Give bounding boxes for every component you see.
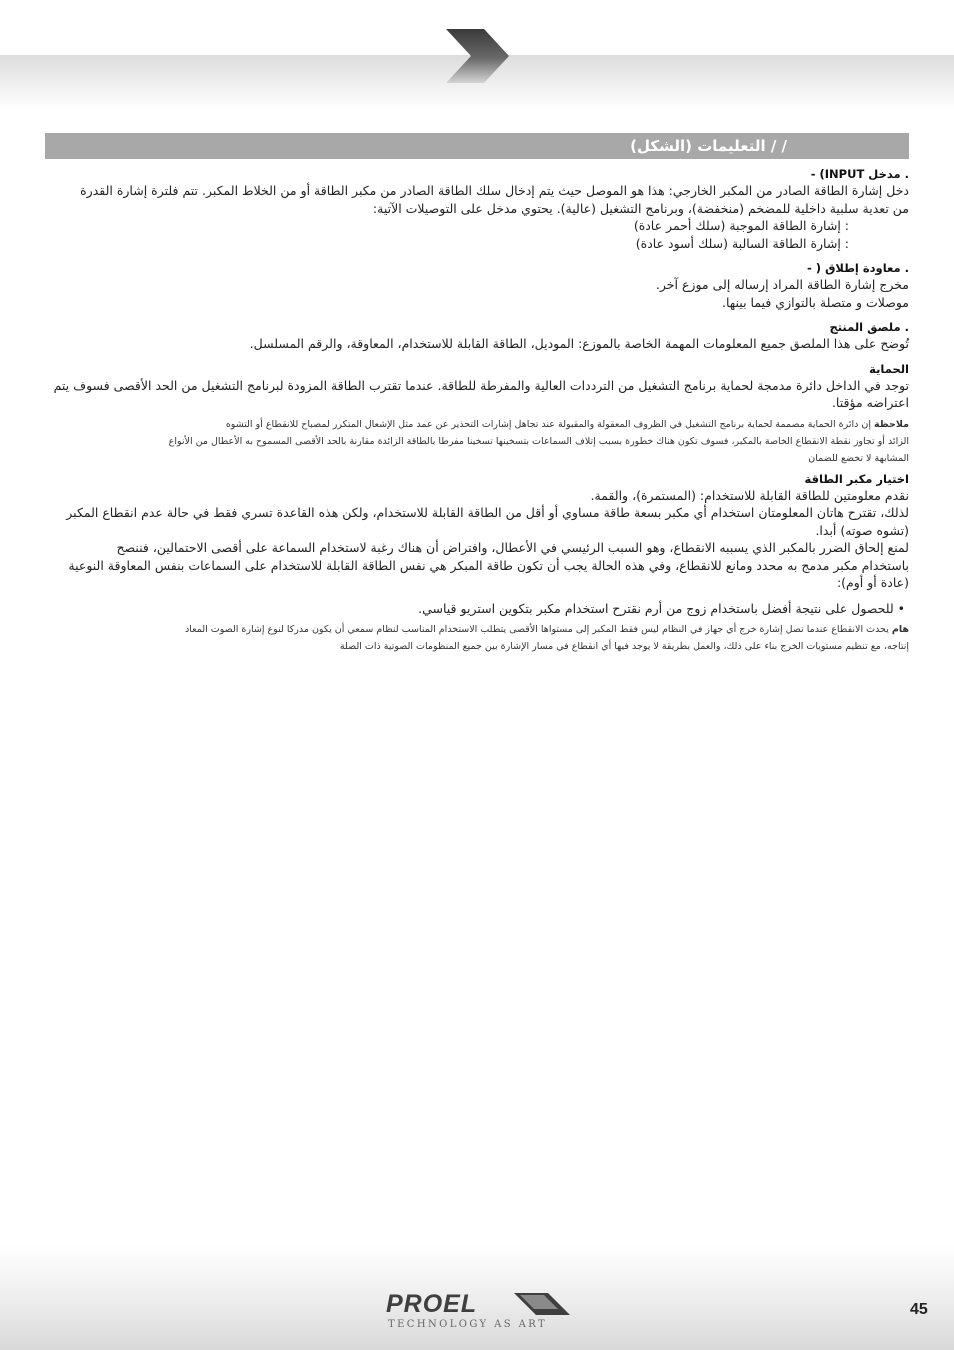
- note-text-3: المشابهة لا تخضع للضمان: [808, 452, 909, 464]
- output-heading: . معاودة إطلاق ( -: [807, 261, 909, 275]
- amp-heading: اختيار مكبر الطاقة: [804, 471, 909, 486]
- important-label: هام: [891, 624, 909, 635]
- logo-swoosh-icon: [514, 1293, 570, 1315]
- section-title-bar: [45, 133, 909, 159]
- input-text-1: دخل إشارة الطاقة الصادر من المكبر الخارجي: هذا هو الموصل حيث يتم إدخال سلك الطاقة الصادر من مكبر الطاقة أو من الخلاط المكبر. تتم فلترة إشارة القدرة: [80, 183, 909, 198]
- amp-text-3: (تشوه صوته) أبدا.: [815, 522, 909, 538]
- page-number: 45: [910, 1301, 928, 1318]
- note-text-2: الزائد أو تجاوز نقطة الانقطاع الخاصة بالمكبر، فسوف تكون هناك خطورة بسبب إتلاف السماعات بتسخينها تسخينا مفرطا بالطاقة الزائدة مقارنة بالحد الأقصى المسموح به الأعطال من الأنواع: [168, 435, 909, 447]
- note-label: ملاحظة: [874, 418, 909, 430]
- important-text-1-body: يحدث الانقطاع عندما تصل إشارة خرج أي جهاز في النظام ليس فقط المكبر إلى مستواها الأقصى يتطلب الاستخدام المناسب لنظام سمعي أن يكون مدركا لنوع إشارة الصوت المعاد: [185, 624, 889, 635]
- protection-heading: الحماية: [869, 361, 909, 376]
- brand-name: PROEL: [386, 1290, 478, 1318]
- amp-text-1: نقدم معلومتين للطاقة القابلة للاستخدام: (المستمرة)، والقمة.: [590, 487, 909, 503]
- protection-text-1: توجد في الداخل دائرة مدمجة لحماية برنامج التشغيل من الترددات العالية والمفرطة للطاقة. عندما تقترب الطاقة المزودة لبرنامج التشغيل من الحد الأقصى فسوف يتم: [53, 377, 909, 393]
- label-heading: . ملصق المنتج: [829, 320, 909, 334]
- label-text-1: تُوضح على هذا الملصق جميع المعلومات المهمة الخاصة بالموزع: الموديل، الطاقة القابلة للاستخدام، المعاوقة، والرقم المسلسل.: [249, 336, 909, 351]
- important-text-2: إنتاجه، مع تنظيم مستويات الخرج بناء على ذلك، والعمل بطريقة لا يوجد فيها أي انقطاع في مسار الإشارة بين جميع المنظومات الصوتية ذات الصلة: [339, 641, 909, 652]
- page-title: / / التعليمات (الشكل): [630, 137, 787, 155]
- note-text-1-body: إن دائرة الحماية مصممة لحماية برنامج التشغيل في الظروف المعقولة والمقبولة عند تجاهل إشارات التحذير عن عمد مثل الإشعال المتكرر لمصباح للانقطاع أو التشوه: [225, 418, 871, 430]
- input-text-4: : إشارة الطاقة السالبة (سلك أسود عادة): [635, 235, 849, 251]
- chevron-right-icon: [444, 28, 510, 84]
- brand-logo: [386, 1290, 570, 1334]
- output-text-2: موصلات و متصلة بالتوازي فيما بينها.: [721, 294, 909, 310]
- protection-text-2: اعتراضه مؤقتا.: [831, 395, 909, 410]
- output-text-1: مخرج إشارة الطاقة المراد إرساله إلى موزع آخر.: [655, 277, 909, 292]
- important-text-1: [45, 621, 909, 638]
- amp-text-2: لذلك، تقترح هاتان المعلومتان استخدام أي مكبر بسعة طاقة مساوي أو أقل من الطاقة القابلة للاستخدام، ولكن هذه القاعدة تسري فقط في حالة عدم انقطاع المكبر: [66, 505, 909, 520]
- amp-text-4: لمنع إلحاق الضرر بالمكبر الذي يسببه الانقطاع، وهو السبب الرئيسي في الأعطال، وافتراض أن هناك رغبة لاستخدام السماعة على أقصى الاحتمالين، فننصح: [116, 540, 909, 555]
- instructions-content: [45, 166, 909, 655]
- brand-tagline: TECHNOLOGY AS ART: [388, 1319, 548, 1330]
- amp-text-5: باستخدام مكبر مدمج به محدد ومانع للانقطاع، وفي هذه الحالة يجب أن تكون طاقة المبكر هي نفس الطاقة القابلة للاستخدام على السماعات بنفس المعاوقة النوعية: [68, 557, 909, 573]
- input-text-3: : إشارة الطاقة الموجبة (سلك أحمر عادة): [633, 218, 849, 233]
- amp-bullet: • للحصول على نتيجة أفضل باستخدام زوج من أرم نقترح استخدام مكبر بتكوين استريو قياسي.: [418, 600, 905, 616]
- amp-text-6: (عادة أو أوم):: [836, 575, 909, 590]
- note-text-1: [45, 416, 909, 433]
- input-heading: . مدخل INPUT) -: [810, 167, 909, 181]
- input-text-2: من تعدية سلبية داخلية للمضخم (منخفضة)، وبرنامج التشغيل (عالية). يحتوي مدخل على التوصيلات الآتية:: [372, 200, 909, 216]
